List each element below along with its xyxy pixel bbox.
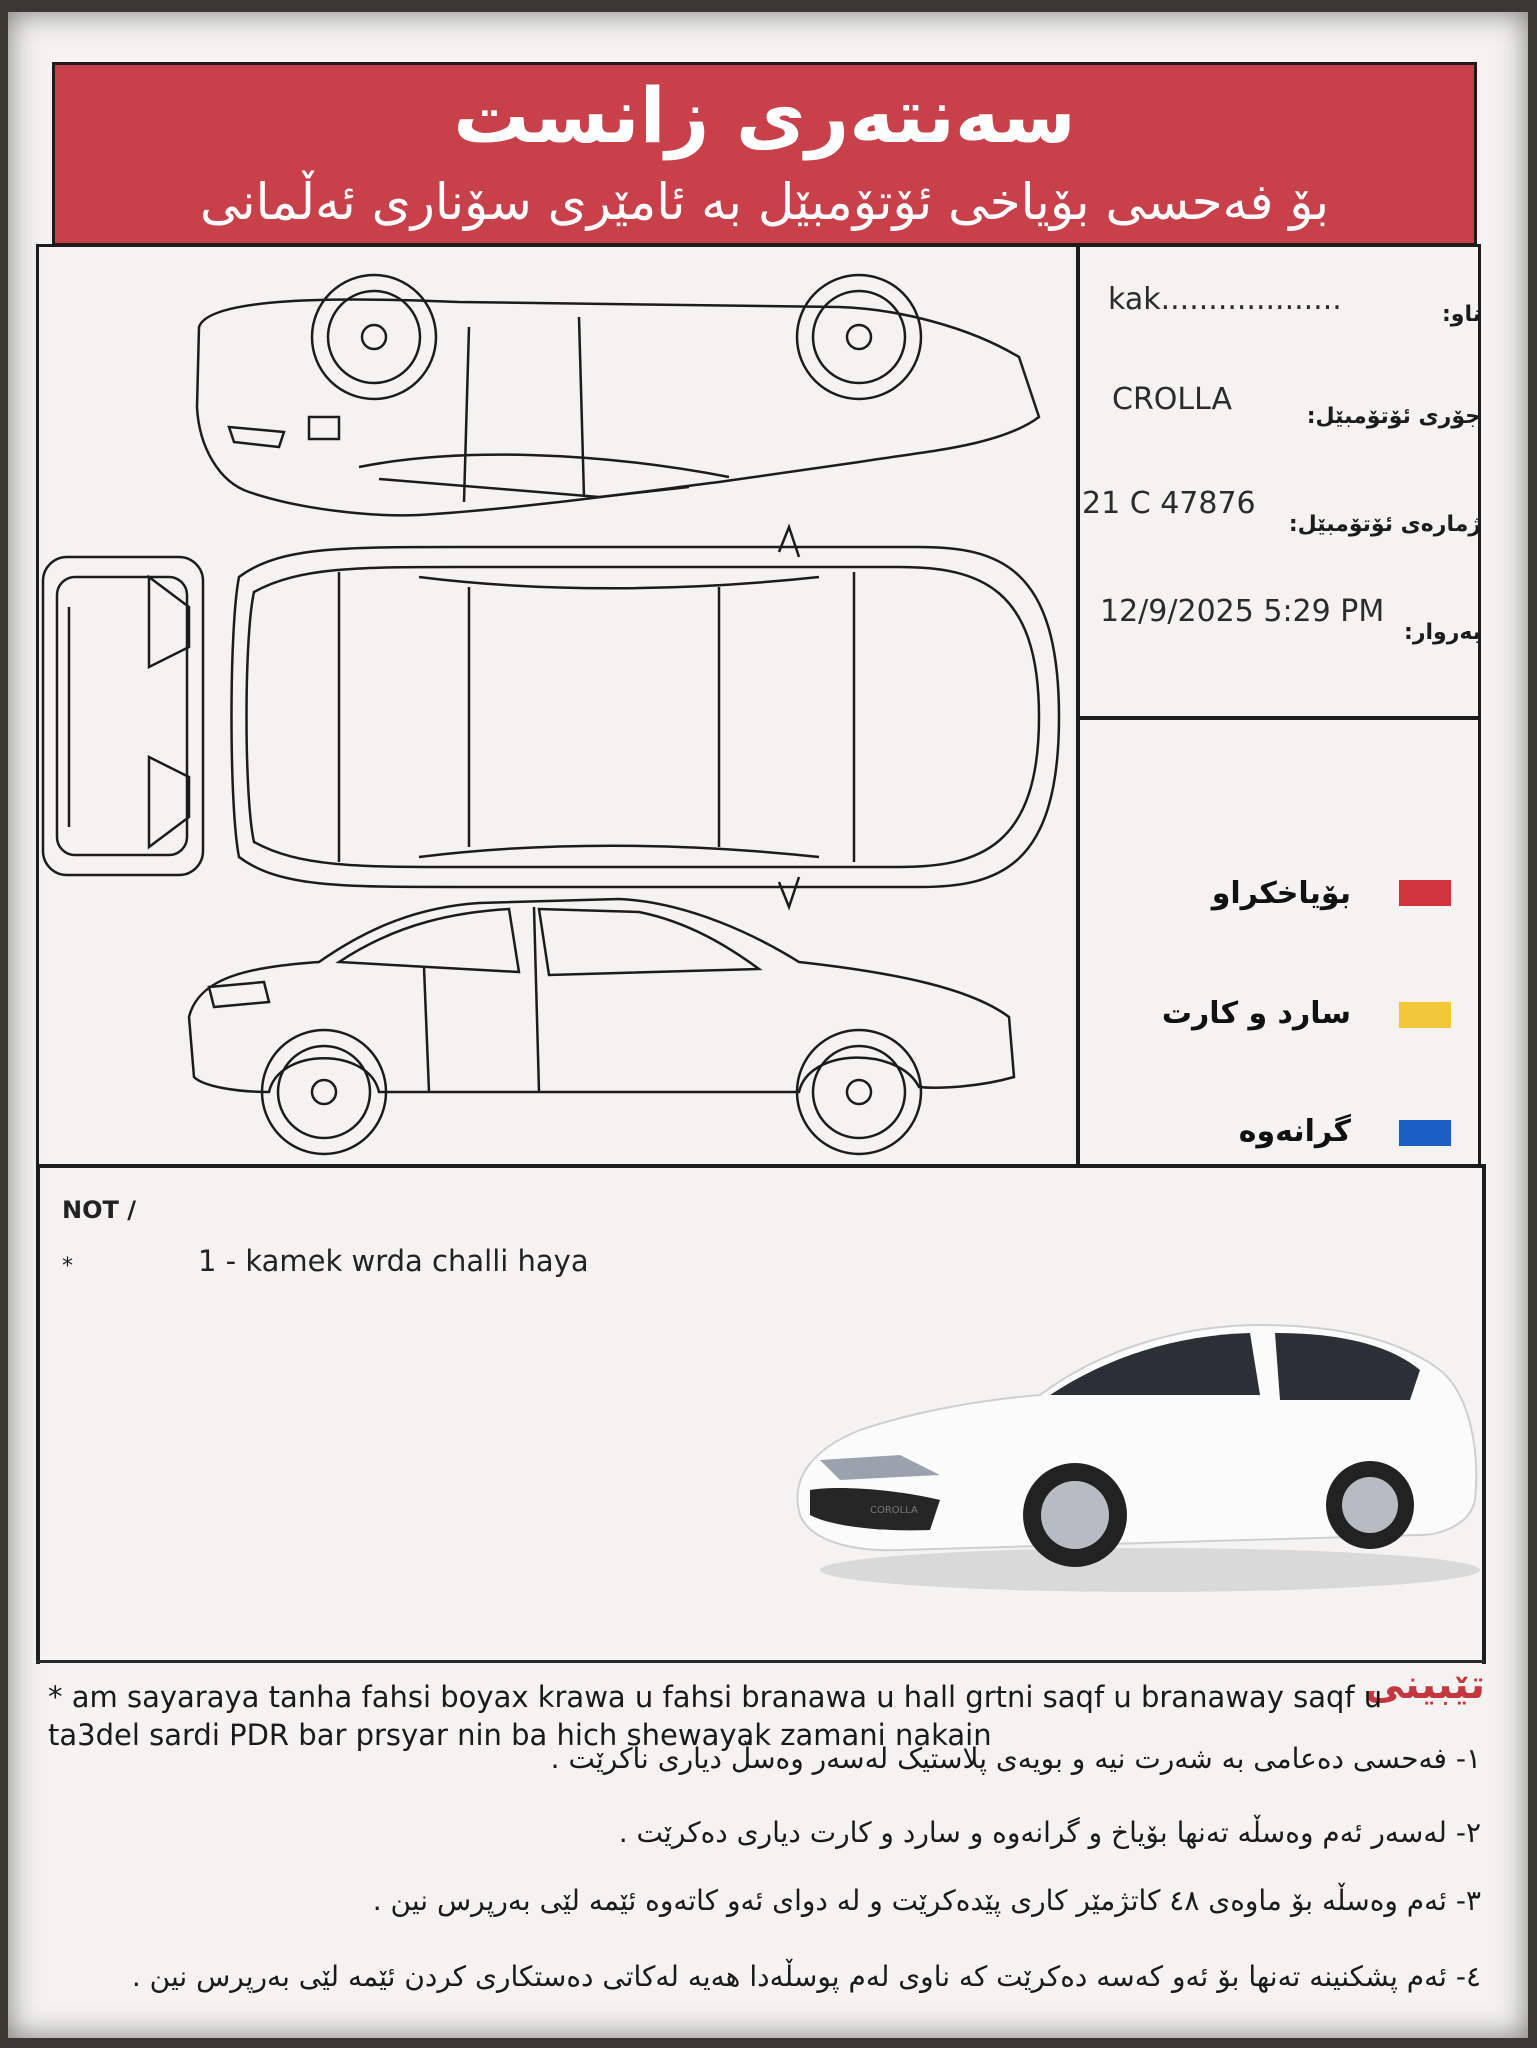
- disclaimer-line-1: * am sayaraya tanha fahsi boyax krawa u fahsi branawa u hall grtni saqf u branaway saqf u: [48, 1680, 1383, 1714]
- remark-item-1: ١- فەحسی دەعامی بە شەرت نیە و بویەی پلاستیک لەسەر وەسڵ دیاری ناکرێت .: [550, 1742, 1481, 1775]
- plan-view: [232, 527, 1060, 907]
- car-diagram-box: [36, 244, 1080, 1168]
- date-value: 12/9/2025 5:29 PM: [1100, 594, 1385, 629]
- rear-view: [43, 557, 203, 875]
- header-subtitle: بۆ فەحسی بۆیاخی ئۆتۆمبێل بە ئامێری سۆناری ئەڵمانی: [199, 173, 1329, 231]
- bottom-divider: [36, 1660, 1486, 1663]
- legend-label-painted: بۆیاخکراو: [1211, 876, 1351, 911]
- remark-item-2: ٢- لەسەر ئەم وەسڵە تەنها بۆیاخ و گرانەوە و سارد و کارت دیاری دەکرێت .: [618, 1816, 1481, 1849]
- legend-swatch-yellow: [1399, 1002, 1451, 1028]
- car-number-row: [1289, 512, 1481, 537]
- legend-item-replaced: [1399, 1120, 1451, 1146]
- car-outline-diagram: [39, 247, 1077, 1165]
- legend-label-cold-card: سارد و کارت: [1161, 996, 1351, 1031]
- legend-swatch-red: [1399, 880, 1451, 906]
- corolla-photo: [780, 1300, 1480, 1600]
- legend-item-cold-card: [1399, 1002, 1451, 1028]
- notes-bullet: *: [62, 1254, 73, 1279]
- name-value: kak...................: [1108, 282, 1342, 317]
- remark-item-4: ٤- ئەم پشکنینە تەنها بۆ ئەو کەسە دەکرێت کە ناوی لەم پوسڵەدا هەیە لەکاتی دەستکاری کردن ئێمە لێی بەرپرس نین .: [131, 1960, 1481, 1993]
- photo-brand-label: COROLLA: [870, 1505, 918, 1516]
- date-label: بەروار:: [1404, 620, 1481, 645]
- car-type-value: CROLLA: [1112, 382, 1233, 417]
- side-view-top: [197, 275, 1039, 515]
- disclaimer-line-2: ta3del sardi PDR bar prsyar nin ba hich shewayak zamani nakain: [48, 1718, 992, 1752]
- car-type-label: جۆری ئۆتۆمبێل:: [1306, 404, 1481, 429]
- car-type-row: [1307, 404, 1481, 429]
- name-label: ناو:: [1442, 302, 1481, 327]
- car-number-label: ژمارەی ئۆتۆمبێل:: [1288, 512, 1481, 537]
- legend-swatch-blue: [1399, 1120, 1451, 1146]
- remark-item-3: ٣- ئەم وەسڵە بۆ ماوەی ٤٨ کاتژمێر کاری پێدەکرێت و لە دوای ئەو کاتەوە ئێمە لێی بەرپرس نین .: [372, 1884, 1481, 1917]
- name-row: [1442, 302, 1481, 327]
- color-legend-box: [1076, 716, 1481, 1168]
- notes-heading: NOT /: [62, 1196, 136, 1224]
- header-banner: [52, 62, 1477, 246]
- header-title: سەنتەری زانست: [453, 71, 1076, 160]
- remarks-title: تێبینی: [1364, 1662, 1485, 1708]
- legend-label-replaced: گرانەوە: [1238, 1114, 1351, 1149]
- side-view-bottom: [189, 899, 1014, 1154]
- date-row: [1404, 620, 1481, 645]
- legend-item-painted: [1399, 880, 1451, 906]
- car-number-value: 21 C 47876: [1082, 486, 1256, 521]
- notes-line-1: 1 - kamek wrda challi haya: [198, 1244, 589, 1278]
